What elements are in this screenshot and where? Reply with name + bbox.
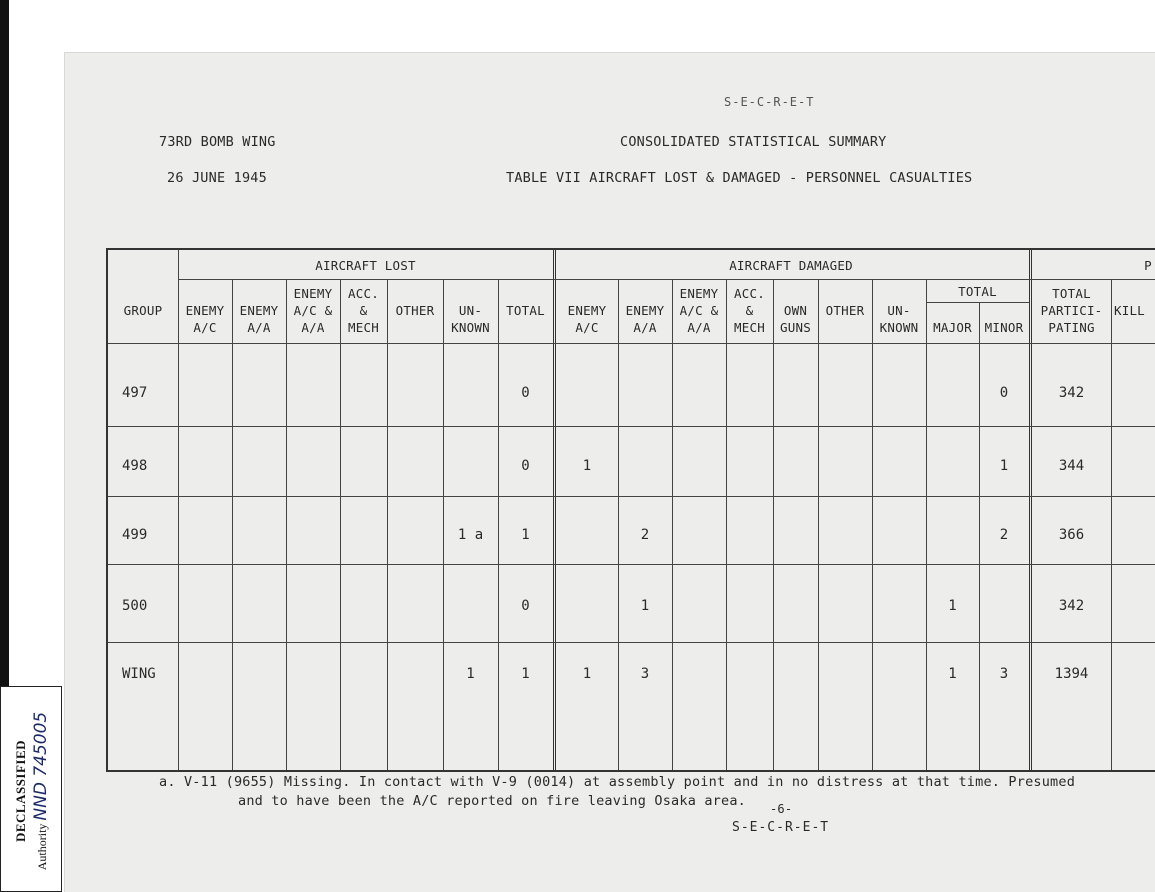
document-page [64,52,1155,892]
declassified-stamp [0,686,62,892]
damaged-enemy-aa-header: ENEMY A/A [625,303,665,335]
casualty-table [106,248,1155,772]
lost-total-header: TOTAL [506,303,545,318]
damaged-enemy-aa-cell: 1 [640,598,650,614]
damaged-other-header: OTHER [825,303,865,318]
damaged-total-header: TOTAL [958,284,997,299]
group-header: GROUP [123,303,163,318]
row-group: WING [122,666,156,682]
participating-cell: 344 [1058,458,1085,474]
damaged-minor-cell: 2 [999,527,1009,543]
damaged-minor-cell: 1 [999,458,1009,474]
damaged-major-cell: 1 [948,598,957,614]
aircraft-lost-header: AIRCRAFT LOST [315,258,416,273]
lost-enemy-ac-header: ENEMY A/C [185,303,225,335]
aircraft-damaged-header: AIRCRAFT DAMAGED [729,258,853,273]
report-date: 26 JUNE 1945 [167,170,267,186]
lost-unknown-cell: 1 a [457,527,484,543]
damaged-own-guns-header: OWN GUNS [780,303,811,335]
damaged-minor-cell: 0 [999,385,1009,401]
lost-enemy-aa-header: ENEMY A/A [239,303,279,335]
total-participating-header: TOTAL PARTICI- PATING [1040,286,1103,335]
unit-name: 73RD BOMB WING [159,134,276,150]
lost-total-cell: 0 [521,458,530,474]
report-title: CONSOLIDATED STATISTICAL SUMMARY [620,134,887,150]
stamp-title: DECLASSIFIED [13,739,28,843]
damaged-enemy-ac-aa-header: ENEMY A/C & A/A [679,286,719,335]
damaged-enemy-aa-cell: 3 [640,666,650,682]
participating-cell: 366 [1058,527,1085,543]
row-group: 500 [122,598,148,614]
classification-bottom: S-E-C-R-E-T [732,820,830,835]
damaged-acc-mech-header: ACC. & MECH [734,286,765,335]
damaged-enemy-ac-cell: 1 [582,458,592,474]
scan-edge [0,0,9,690]
lost-enemy-ac-aa-header: ENEMY A/C & A/A [293,286,333,335]
damaged-enemy-aa-cell: 2 [640,527,650,543]
classification-top: S-E-C-R-E-T [724,95,815,109]
lost-total-cell: 1 [521,666,530,682]
personnel-header-truncated: P [1144,258,1152,273]
row-group: 497 [122,385,148,401]
damaged-minor-header: MINOR [984,320,1024,335]
lost-total-cell: 1 [521,527,530,543]
lost-acc-mech-header: ACC. & MECH [348,286,379,335]
stamp-authority-label: Authority [35,823,49,871]
stamp-authority-number: NND 745005 [31,711,51,821]
damaged-enemy-ac-header: ENEMY A/C [567,303,607,335]
row-group: 498 [122,458,148,474]
damaged-major-cell: 1 [948,666,957,682]
table-title: TABLE VII AIRCRAFT LOST & DAMAGED - PERSONNEL CASUALTIES [506,170,973,186]
damaged-major-header: MAJOR [933,320,972,335]
damaged-minor-cell: 3 [999,666,1009,682]
row-group: 499 [122,527,148,543]
lost-unknown-cell: 1 [466,666,475,682]
lost-unknown-header: UN- KNOWN [451,303,490,335]
footnote-line-2: and to have been the A/C reported on fire leaving Osaka area. [238,793,746,809]
damaged-unknown-header: UN- KNOWN [879,303,919,335]
damaged-enemy-ac-cell: 1 [582,666,592,682]
participating-cell: 342 [1058,385,1085,401]
page-number: -6- [770,802,793,816]
killed-header-truncated: KILL [1114,303,1145,318]
footnote-line-1: a. V-11 (9655) Missing. In contact with V-9 (0014) at assembly point and in no distress at that time. Presumed [159,774,1076,790]
lost-total-cell: 0 [521,598,530,614]
participating-cell: 1394 [1054,666,1089,682]
participating-cell: 342 [1058,598,1085,614]
lost-total-cell: 0 [521,385,530,401]
lost-other-header: OTHER [395,303,435,318]
